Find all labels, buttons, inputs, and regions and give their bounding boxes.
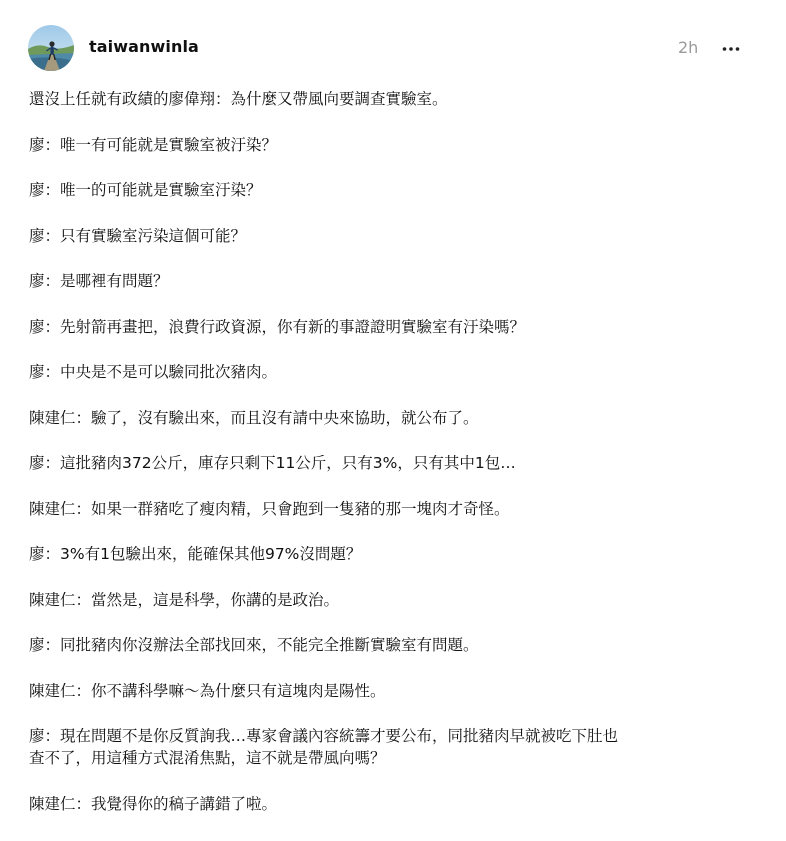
post-text-line: 陳建仁：我覺得你的稿子講錯了啦。 xyxy=(29,794,278,813)
post-text-line: 廖：唯一的可能就是實驗室汙染？ xyxy=(29,181,262,199)
more-options-button[interactable] xyxy=(720,38,742,60)
post-text-line: 陳建仁：你不講科學嘛～為什麼只有這塊肉是陽性。 xyxy=(29,681,386,700)
avatar[interactable] xyxy=(28,25,74,71)
post-text-line: 陳建仁：驗了，沒有驗出來，而且沒有請中央來協助，就公布了。 xyxy=(29,408,479,427)
post-body xyxy=(29,88,749,838)
post-text-line: 廖：3%有1包驗出來，能確保其他97%沒問題？ xyxy=(29,545,362,563)
post-text-line: 廖：唯一有可能就是實驗室被汙染？ xyxy=(29,135,278,154)
post-timestamp: 2h xyxy=(678,38,699,57)
post-text-line: 陳建仁：如果一群豬吃了瘦肉精，只會跑到一隻豬的那一塊肉才奇怪。 xyxy=(29,499,510,518)
author-username[interactable]: taiwanwinla xyxy=(89,37,199,56)
more-horizontal-icon xyxy=(722,46,740,52)
post-text-line: 廖：中央是不是可以驗同批次豬肉。 xyxy=(29,363,278,381)
post-text-line: 廖：現在問題不是你反質詢我…專家會議內容統籌才要公布，同批豬肉早就被吃下肚也 查不了，用這種方式混淆焦點，這不就是帶風向嗎？ xyxy=(29,727,619,767)
post-text-line: 廖：這批豬肉372公斤，庫存只剩下11公斤，只有3%，只有其中1包… xyxy=(29,454,516,472)
post-text-line: 陳建仁：當然是，這是科學，你講的是政治。 xyxy=(29,590,340,609)
post-text-line: 還沒上任就有政績的廖偉翔：為什麼又帶風向要調查實驗室。 xyxy=(29,90,448,108)
post-text-line: 廖：是哪裡有問題？ xyxy=(29,272,169,290)
post-text-line: 廖：同批豬肉你沒辦法全部找回來，不能完全推斷實驗室有問題。 xyxy=(29,636,479,654)
post-text-line: 廖：先射箭再畫把，浪費行政資源，你有新的事證證明實驗室有汙染嗎？ xyxy=(29,317,526,336)
avatar-photo xyxy=(28,25,74,71)
post-text-line: 廖：只有實驗室污染這個可能？ xyxy=(29,226,247,245)
